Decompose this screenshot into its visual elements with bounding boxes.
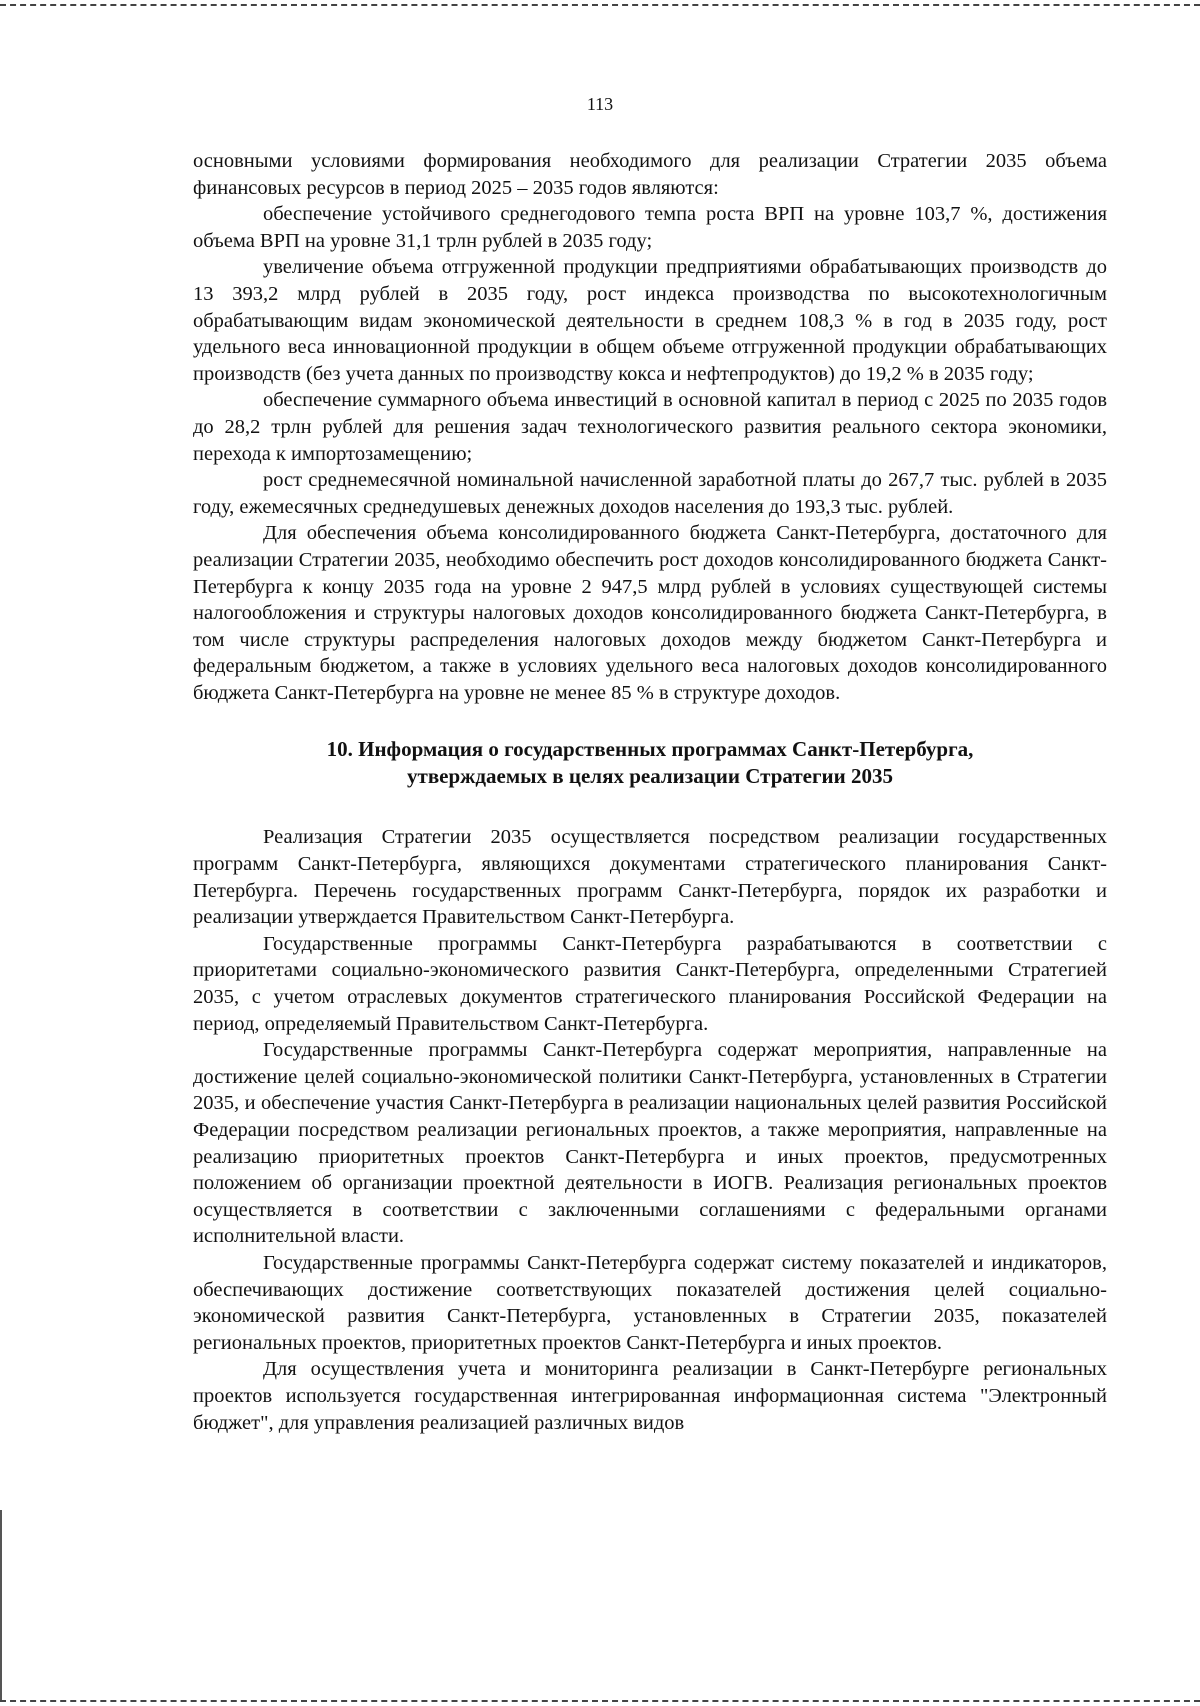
section-heading [193,736,1107,790]
document-body [193,148,1107,1436]
paragraph-consolidated-budget: Для обеспечения объема консолидированного бюджета Санкт-Петербурга, достаточного для реализации Стратегии 2035, необходимо обеспечить рост доходов консолидированного бюджета Санкт-Петербурга к концу 2035 года на уровне 2 947,5 млрд рублей в условиях существующей системы налогообложения и структуры налоговых доходов консолидированного бюджета Санкт-Петербурга, в том числе структуры распределения налоговых доходов между бюджетом Санкт-Петербурга и федеральным бюджетом, а также в условиях удельного веса налоговых доходов консолидированного бюджета Санкт-Петербурга на уровне не менее 85 % в структуре доходов. [193,522,1107,704]
scan-edge-top [0,4,1200,6]
section-heading-line-2: утверждаемых в целях реализации Стратегии 2035 [407,764,893,789]
scan-edge-bottom [0,1700,1200,1702]
paragraph-programs-indicators: Государственные программы Санкт-Петербурга содержат систему показателей и индикаторов, обеспечивающих достижение соответствующих показателей достижения целей социально-экономической развития Санкт-Петербурга, установленных в Стратегии 2035, показателей региональных проектов, приоритетных проектов Санкт-Петербурга и иных проектов. [193,1251,1107,1354]
page-number: 113 [586,94,614,114]
paragraph-financial-conditions-intro: основными условиями формирования необходимого для реализации Стратегии 2035 объема финансовых ресурсов в период 2025 – 2035 годов являются: [193,150,1107,199]
paragraph-manufacturing-output: увеличение объема отгруженной продукции предприятиями обрабатывающих производств до 13 393,2 млрд рублей в 2035 году, рост индекса производства по высокотехнологичным обрабатывающим видам экономической деятельности в среднем 108,3 % в год в 2035 году, рост удельного веса инновационной продукции в общем объеме отгруженной продукции обрабатывающих производств (без учета данных по производству кокса и нефтепродуктов) до 19,2 % в 2035 году; [193,256,1107,385]
paragraph-strategy-implementation: Реализация Стратегии 2035 осуществляется посредством реализации государственных программ Санкт-Петербурга, являющихся документами стратегического планирования Санкт-Петербурга. Перечень государственных программ Санкт-Петербурга, порядок их разработки и реализации утверждается Правительством Санкт-Петербурга. [193,826,1107,929]
paragraph-programs-development: Государственные программы Санкт-Петербурга разрабатываются в соответствии с приоритетами социально-экономического развития Санкт-Петербурга, определенными Стратегией 2035, с учетом отраслевых документов стратегического планирования Российской Федерации на период, определяемый Правительством Санкт-Петербурга. [193,932,1107,1035]
paragraph-grp-growth: обеспечение устойчивого среднегодового темпа роста ВРП на уровне 103,7 %, достижения объема ВРП на уровне 31,1 трлн рублей в 2035 году; [193,203,1107,252]
paragraph-monitoring-system: Для осуществления учета и мониторинга реализации в Санкт-Петербурге региональных проектов используется государственная интегрированная информационная система "Электронный бюджет", для управления реализацией различных видов [193,1358,1107,1434]
paragraph-wages-income: рост среднемесячной номинальной начисленной заработной платы до 267,7 тыс. рублей в 2035 году, ежемесячных среднедушевых денежных доходов населения до 193,3 тыс. рублей. [193,469,1107,518]
paragraph-programs-measures: Государственные программы Санкт-Петербурга содержат мероприятия, направленные на достижение целей социально-экономической политики Санкт-Петербурга, установленных в Стратегии 2035, и обеспечение участия Санкт-Петербурга в реализации национальных целей развития Российской Федерации посредством реализации региональных проектов, а также мероприятия, направленные на реализацию приоритетных проектов Санкт-Петербурга и иных проектов, предусмотренных положением об организации проектной деятельности в ИОГВ. Реализация региональных проектов осуществляется в соответствии с заключенными соглашениями с федеральными органами исполнительной власти. [193,1039,1107,1248]
paragraph-investment-volume: обеспечение суммарного объема инвестиций в основной капитал в период с 2025 по 2035 годов до 28,2 трлн рублей для решения задач технологического развития реального сектора экономики, перехода к импортозамещению; [193,389,1107,465]
section-heading-line-1: 10. Информация о государственных программах Санкт-Петербурга, [326,737,974,762]
scan-edge-left [0,1510,2,1700]
